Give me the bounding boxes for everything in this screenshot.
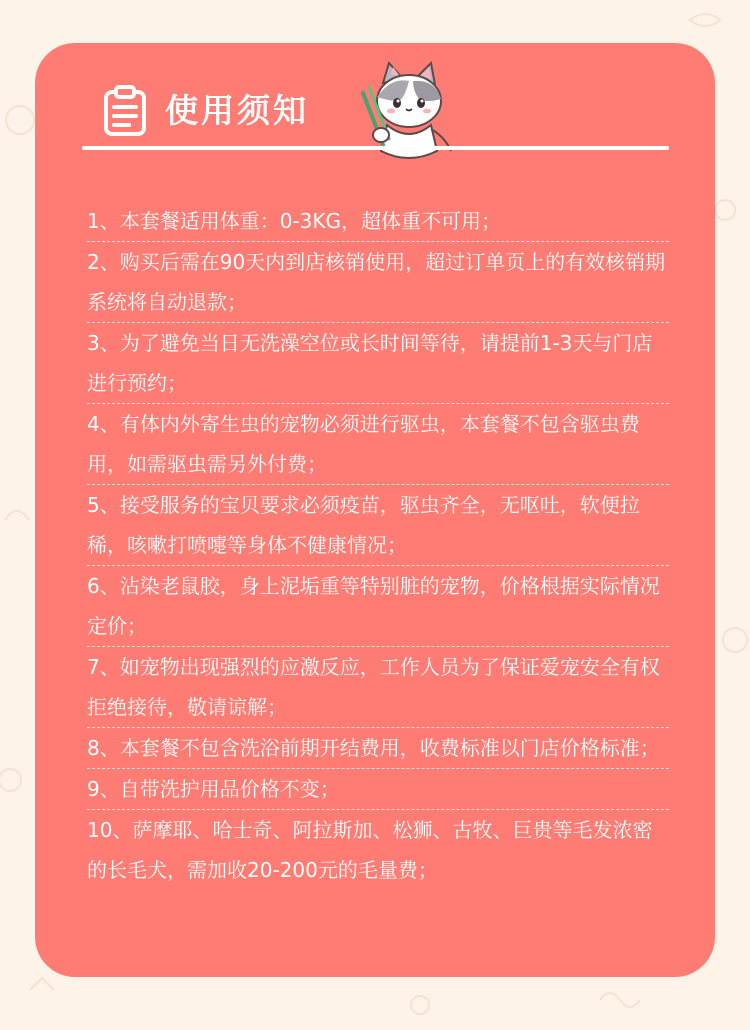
list-item: 7、如宠物出现强烈的应激反应，工作人员为了保证爱宠安全有权拒绝接待，敬请谅解； — [87, 647, 669, 728]
page-title: 使用须知 — [165, 91, 309, 130]
list-item: 10、萨摩耶、哈士奇、阿拉斯加、松狮、古牧、巨贵等毛发浓密的长毛犬，需加收20-200元的毛量费； — [87, 818, 653, 882]
list-item: 9、自带洗护用品价格不变； — [87, 769, 669, 810]
list-item: 1、本套餐适用体重：0-3KG，超体重不可用； — [87, 201, 669, 242]
list-item: 4、有体内外寄生虫的宠物必须进行驱虫，本套餐不包含驱虫费用，如需驱虫需另外付费； — [87, 404, 669, 485]
list-item: 3、为了避免当日无洗澡空位或长时间等待，请提前1-3天与门店进行预约； — [87, 323, 669, 404]
notice-card — [35, 43, 715, 977]
list-item: 8、本套餐不包含洗浴前期开结费用，收费标准以门店价格标准； — [87, 728, 669, 769]
clipboard-icon — [99, 85, 151, 137]
header-divider — [82, 146, 669, 150]
list-item: 6、沾染老鼠胶，身上泥垢重等特别脏的宠物，价格根据实际情况定价； — [87, 566, 669, 647]
notice-list — [87, 201, 669, 890]
list-item: 2、购买后需在90天内到店核销使用，超过订单页上的有效核销期系统将自动退款； — [87, 242, 669, 323]
list-item: 5、接受服务的宝贝要求必须疫苗，驱虫齐全，无呕吐，软便拉稀，咳嗽打喷嚏等身体不健康情况； — [87, 485, 669, 566]
